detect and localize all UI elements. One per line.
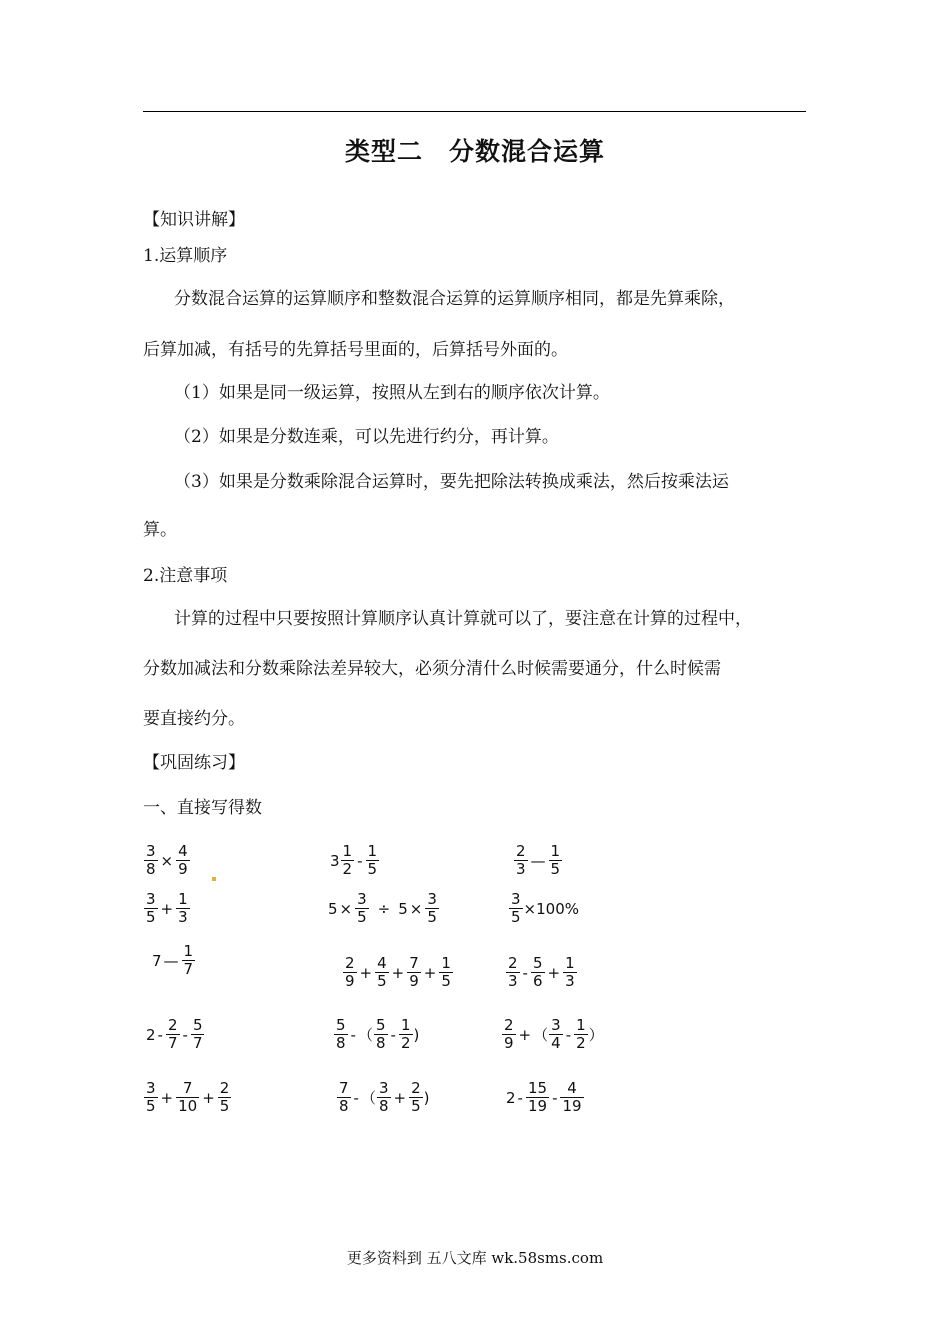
section-heading-practice: 【巩固练习】 [143,753,245,773]
paragraph-notes-line3: 要直接约分。 [143,709,245,729]
page-title: 类型二 分数混合运算 [344,137,605,166]
exercise-1-2: 3 $\frac{1}{2}$ - $\frac{1}{5}$ [330,842,378,878]
rule-item-2: （2）如果是分数连乘，可以先进行约分，再计算。 [174,427,559,447]
paragraph-notes-line2: 分数加减法和分数乘除法差异较大，必须分清什么时候需要通分，什么时候需 [143,659,721,679]
exercise-2-2: 5 × $\frac{3}{5}$ ÷ 5 × $\frac{3}{5}$ [328,890,437,926]
subheading-direct-answers: 一、直接写得数 [143,798,262,818]
rule-item-1: （1）如果是同一级运算，按照从左到右的顺序依次计算。 [174,383,610,403]
exercise-5-3: 2 - $\frac{15}{19}$ - $\frac{4}{19}$ [506,1079,582,1115]
exercise-5-1: $\frac{3}{5}$ + $\frac{7}{10}$ + $\frac{2}{5}$ [146,1079,230,1115]
exercise-3-3: $\frac{2}{3}$ - $\frac{5}{6}$ + $\frac{1}{3}$ [508,954,575,990]
exercise-2-3: $\frac{3}{5}$ ×100% [511,890,579,926]
exercise-4-1: 2 - $\frac{2}{7}$ - $\frac{5}{7}$ [146,1016,203,1052]
exercise-4-3: $\frac{2}{9}$ + （ $\frac{3}{4}$ - $\frac{1}{2}$ ） [504,1016,604,1052]
paragraph-notes-line1: 计算的过程中只要按照计算顺序认真计算就可以了，要注意在计算的过程中， [174,609,752,629]
exercise-1-1: $\frac{3}{8}$ × $\frac{4}{9}$ [146,842,188,878]
paragraph-order-line1: 分数混合运算的运算顺序和整数混合运算的运算顺序相同，都是先算乘除， [174,289,735,309]
rule-item-3-line1: （3）如果是分数乘除混合运算时，要先把除法转换成乘法，然后按乘法运 [174,472,729,492]
stray-dot-mark [212,877,216,881]
subheading-notes: 2.注意事项 [143,566,228,586]
paragraph-order-line2: 后算加减，有括号的先算括号里面的，后算括号外面的。 [143,340,568,360]
exercise-2-1: $\frac{3}{5}$ + $\frac{1}{3}$ [146,890,188,926]
exercise-3-2: $\frac{2}{9}$ + $\frac{4}{5}$ + $\frac{7}{9}$ + $\frac{1}{5}$ [345,954,451,990]
rule-item-3-line2: 算。 [143,520,177,540]
subheading-order: 1.运算顺序 [143,246,228,266]
section-heading-knowledge: 【知识讲解】 [143,210,245,230]
footer-source-note: 更多资料到 五八文库 wk.58sms.com [346,1249,604,1267]
exercise-5-2: $\frac{7}{8}$ - （ $\frac{3}{8}$ + $\frac{2}{5}$ ) [339,1079,430,1115]
exercise-4-2: $\frac{5}{8}$ - （ $\frac{5}{8}$ - $\frac{1}{2}$ ) [336,1016,420,1052]
exercise-1-3: $\frac{2}{3}$ — $\frac{1}{5}$ [516,842,561,878]
exercise-3-1: 7 — $\frac{1}{7}$ [152,942,194,978]
header-rule [143,111,806,112]
